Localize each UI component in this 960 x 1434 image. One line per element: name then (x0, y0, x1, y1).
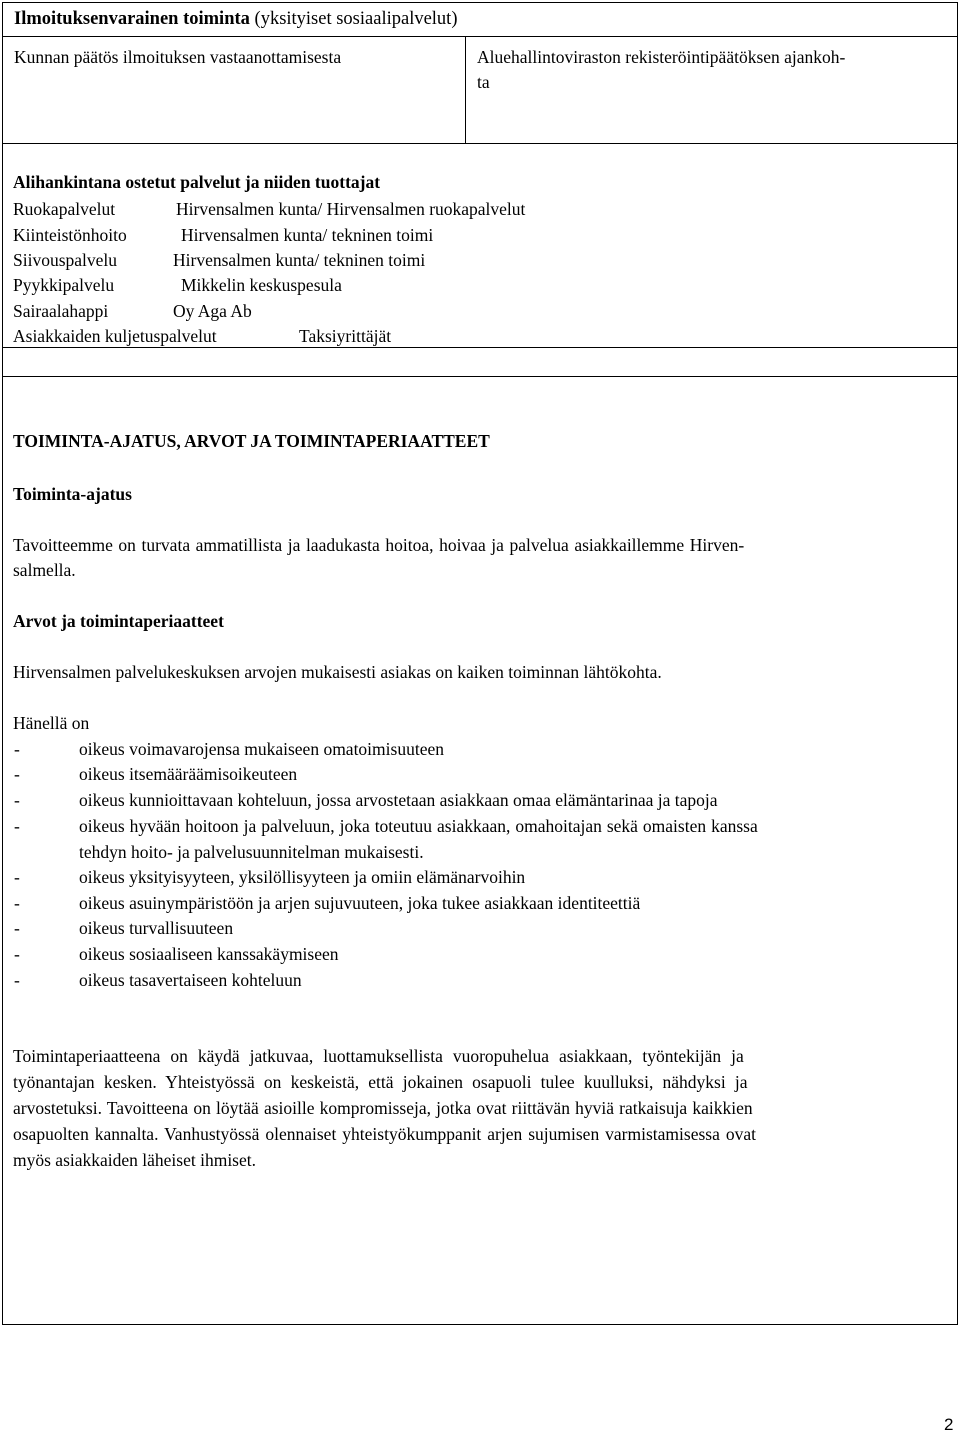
closing-text-5: myös asiakkaiden läheiset ihmiset. (13, 1150, 257, 1170)
list-item: oikeus kunnioittavaan kohteluun, jossa arvostetaan asiakkaan omaa elämäntarinaa ja tapoja (79, 790, 718, 810)
service-provider: Oy Aga Ab (173, 301, 252, 321)
registration-decision-label-2: ta (477, 72, 490, 92)
list-bullet: - (14, 764, 20, 784)
mission-text-2: salmella. (13, 560, 76, 580)
list-item: oikeus yksityisyyteen, yksilöllisyyteen ja omiin elämänarvoihin (79, 867, 526, 887)
list-item: oikeus sosiaaliseen kanssakäymiseen (79, 944, 339, 964)
registration-decision-label-1: Aluehallintoviraston rekisteröintipäätöksen ajankoh- (477, 47, 846, 67)
list-bullet: - (14, 790, 20, 810)
notification-section (2, 2, 958, 144)
service-provider: Hirvensalmen kunta/ tekninen toimi (173, 250, 426, 270)
service-provider: Hirvensalmen kunta/ tekninen toimi (181, 225, 434, 245)
mission-heading: Toiminta-ajatus (13, 484, 132, 504)
main-heading: TOIMINTA-AJATUS, ARVOT JA TOIMINTAPERIAATTEET (13, 431, 490, 451)
title-divider (3, 36, 957, 37)
list-item: oikeus hyvään hoitoon ja palveluun, joka toteutuu asiakkaan, omahoitajan sekä omaisten kanssa (79, 816, 758, 836)
service-name: Asiakkaiden kuljetuspalvelut (13, 326, 217, 346)
mission-text-1: Tavoitteemme on turvata ammatillista ja laadukasta hoitoa, hoivaa ja palvelua asiakkaillemme Hirven- (13, 535, 745, 555)
closing-text-3: arvostetuksi. Tavoitteena on löytää asioille kompromisseja, jotka ovat riittävän hyviä ratkaisuja kaikkien (13, 1098, 753, 1118)
list-bullet: - (14, 867, 20, 887)
subcontracting-heading: Alihankintana ostetut palvelut ja niiden tuottajat (13, 172, 381, 192)
section-title-rest: (yksityiset sosiaalipalvelut) (249, 9, 458, 29)
municipal-decision-label: Kunnan päätös ilmoituksen vastaanottamisesta (14, 47, 342, 67)
service-provider: Mikkelin keskuspesula (181, 275, 342, 295)
list-bullet: - (14, 739, 20, 759)
list-bullet: - (14, 944, 20, 964)
section-title (14, 8, 457, 30)
closing-text-1: Toimintaperiaatteena on käydä jatkuvaa, luottamuksellista vuoropuhelua asiakkaan, työntekijän ja (13, 1046, 744, 1066)
list-bullet: - (14, 816, 20, 836)
list-item: oikeus voimavarojensa mukaiseen omatoimisuuteen (79, 739, 444, 759)
service-name: Siivouspalvelu (13, 250, 118, 270)
principles-intro: Hirvensalmen palvelukeskuksen arvojen mukaisesti asiakas on kaiken toiminnan lähtökohta. (13, 662, 662, 682)
section-title-bold: Ilmoituksenvarainen toiminta (14, 9, 250, 29)
list-item: oikeus itsemääräämisoikeuteen (79, 764, 298, 784)
list-item-continuation: tehdyn hoito- ja palvelusuunnitelman mukaisesti. (79, 842, 424, 862)
list-bullet: - (14, 918, 20, 938)
service-provider: Hirvensalmen kunta/ Hirvensalmen ruokapalvelut (176, 199, 526, 219)
list-item: oikeus asuinympäristöön ja arjen sujuvuuteen, joka tukee asiakkaan identiteettiä (79, 893, 641, 913)
service-name: Ruokapalvelut (13, 199, 116, 219)
principles-heading: Arvot ja toimintaperiaatteet (13, 611, 224, 631)
closing-text-2: työnantajan kesken. Yhteistyössä on keskeistä, että jokainen osapuoli tulee kuulluksi, nähdyksi ja (13, 1072, 748, 1092)
list-bullet: - (14, 970, 20, 990)
service-name: Sairaalahappi (13, 301, 109, 321)
closing-text-4: osapuolten kannalta. Vanhustyössä olennaiset yhteistyökumppanit arjen sujumisen varmistamisessa ovat (13, 1124, 756, 1144)
list-bullet: - (14, 893, 20, 913)
list-item: oikeus tasavertaiseen kohteluun (79, 970, 302, 990)
list-item: oikeus turvallisuuteen (79, 918, 234, 938)
rights-intro: Hänellä on (13, 713, 90, 733)
service-name: Kiinteistönhoito (13, 225, 127, 245)
page-number: 2 (944, 1415, 954, 1434)
subcontracting-inner-divider (3, 347, 957, 348)
service-name: Pyykkipalvelu (13, 275, 115, 295)
cell-divider (465, 36, 466, 143)
service-provider: Taksiyrittäjät (299, 326, 392, 346)
